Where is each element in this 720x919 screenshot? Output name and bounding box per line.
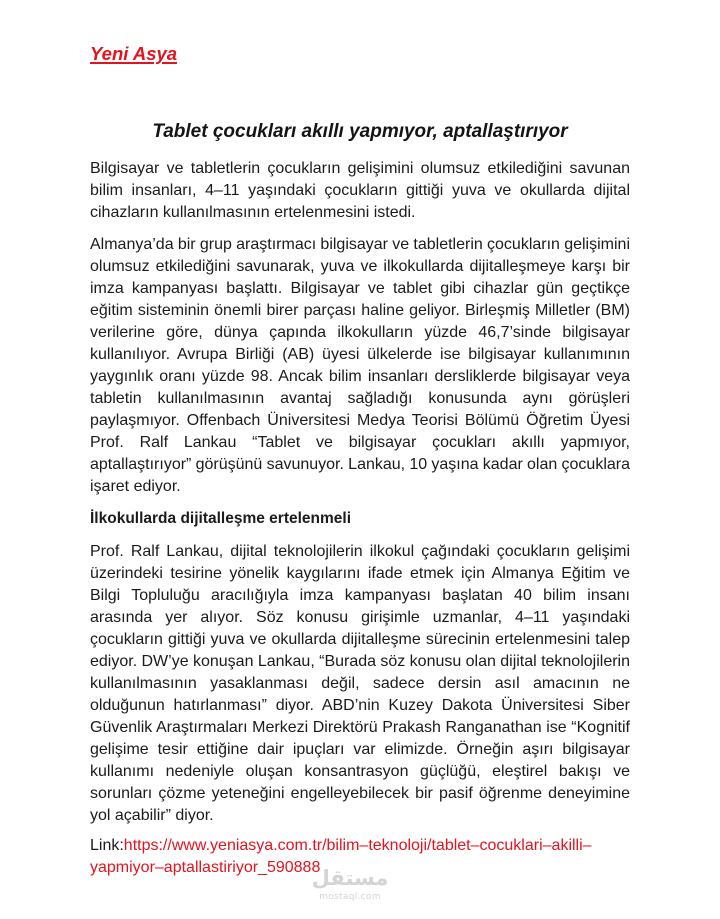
paragraph-line: çocukların gittiği yuva ve okullarda dijitalleşme sürecinin ertelenmesini talep	[90, 631, 630, 648]
paragraph-line: Almanya’da bir grup araştırmacı bilgisayar ve tabletlerin çocukların gelişimini	[90, 236, 630, 253]
paragraph-line: Güvenlik Araştırmaları Merkezi Direktörü Prakash Ranganathan ise “Kognitif	[90, 719, 630, 736]
section-heading: İlkokullarda dijitalleşme ertelenmeli	[90, 510, 352, 527]
paragraph-line: üzerindeki tesirine yönelik kaygılarını ifade etmek için Almanya Eğitim ve	[90, 565, 630, 582]
section-paragraph	[90, 541, 630, 827]
paragraph-line: kullanılıyor. Avrupa Birliği (AB) üyesi ülkelerde ise bilgisayar kullanımının	[90, 346, 630, 363]
paragraph-line: imza kampanyası başlattı. Bilgisayar ve tablet gibi cihazlar gün geçtikçe	[90, 280, 630, 297]
paragraph-line: tabletin kullanılmasının avantaj sağladığı konusunda aynı görüşleri	[90, 390, 630, 407]
body-paragraph	[90, 234, 630, 498]
paragraph-line: Prof. Ralf Lankau “Tablet ve bilgisayar çocukları akıllı yapmıyor,	[90, 434, 630, 451]
article-title: Tablet çocukları akıllı yapmıyor, aptallaştırıyor	[152, 121, 568, 142]
paragraph-line: Bilgi Topluluğu aracılığıyla imza kampanyası başlatan 40 bilim insanı	[90, 587, 630, 604]
watermark-arabic-text: مستقل	[311, 866, 389, 890]
paragraph-line: cihazların kullanılmasının ertelenmesini istedi.	[90, 204, 416, 221]
paragraph-line: olumsuz etkilediğini savunarak, yuva ve ilkokullarda dijitalleşmeye karşı bir	[90, 258, 630, 275]
source-label: Link:	[90, 837, 124, 854]
paragraph-line: kullanımı nedeniyle oluşan konsantrasyon güçlüğü, eleştirel bakışı ve	[90, 763, 630, 780]
paragraph-line: eğitim sisteminin önemli birer parçası haline geliyor. Birleşmiş Milletler (BM)	[90, 302, 630, 319]
source-url-part[interactable]: https://www.yeniasya.com.tr/bilim–teknoloji/tablet–cocuklari–akilli–	[123, 837, 592, 854]
paragraph-line: paylaşmıyor. Offenbach Üniversitesi Medya Teorisi Bölümü Öğretim Üyesi	[90, 412, 630, 429]
paragraph-line: kullanılmasının yasaklanması değil, sadece dersin asıl amacının ne	[90, 675, 630, 692]
paragraph-line: ediyor. DW’ye konuşan Lankau, “Burada söz konusu olan dijital teknolojilerin	[90, 653, 630, 670]
watermark-logo	[306, 864, 394, 903]
source-url-part[interactable]: yapmiyor–aptallastiriyor_590888	[90, 859, 321, 876]
paragraph-line: yol açabilir” diyor.	[90, 807, 214, 824]
paragraph-line: yaygınlık oranı yüzde 98. Ancak bilim insanları dersliklerde bilgisayar veya	[90, 368, 630, 385]
paragraph-line: arasında yer alıyor. Söz konusu girişimle uzmanlar, 4–11 yaşındaki	[90, 609, 630, 626]
watermark-domain-text: mostaql.com	[319, 892, 381, 902]
paragraph-line: Bilgisayar ve tabletlerin çocukların gelişimini olumsuz etkilediğini savunan	[90, 160, 630, 177]
paragraph-line: aptallaştırıyor” görüşünü savunuyor. Lankau, 10 yaşına kadar olan çocuklara	[90, 456, 630, 473]
paragraph-line: bilim insanları, 4–11 yaşındaki çocukların gittiği yuva ve okullarda dijital	[90, 182, 630, 199]
paragraph-line: gelişime tesir ettiğine dair ipuçları var elimizde. Örneğin aşırı bilgisayar	[90, 741, 630, 758]
paragraph-line: verilerine göre, dünya çapında ilkokulların yüzde 46,7’sinde bilgisayar	[90, 324, 630, 341]
intro-paragraph	[90, 158, 630, 224]
paragraph-line: olduğunun hatırlanması” diyor. ABD’nin Kuzey Dakota Üniversitesi Siber	[90, 697, 630, 714]
paragraph-line: işaret ediyor.	[90, 478, 181, 495]
paragraph-line: sorunları çözme yeteneğini engelleyebilecek bir pasif öğrenme deneyimine	[90, 785, 630, 802]
paragraph-line: Prof. Ralf Lankau, dijital teknolojilerin ilkokul çağındaki çocukların gelişimi	[90, 543, 630, 560]
publication-name: Yeni Asya	[90, 43, 178, 64]
